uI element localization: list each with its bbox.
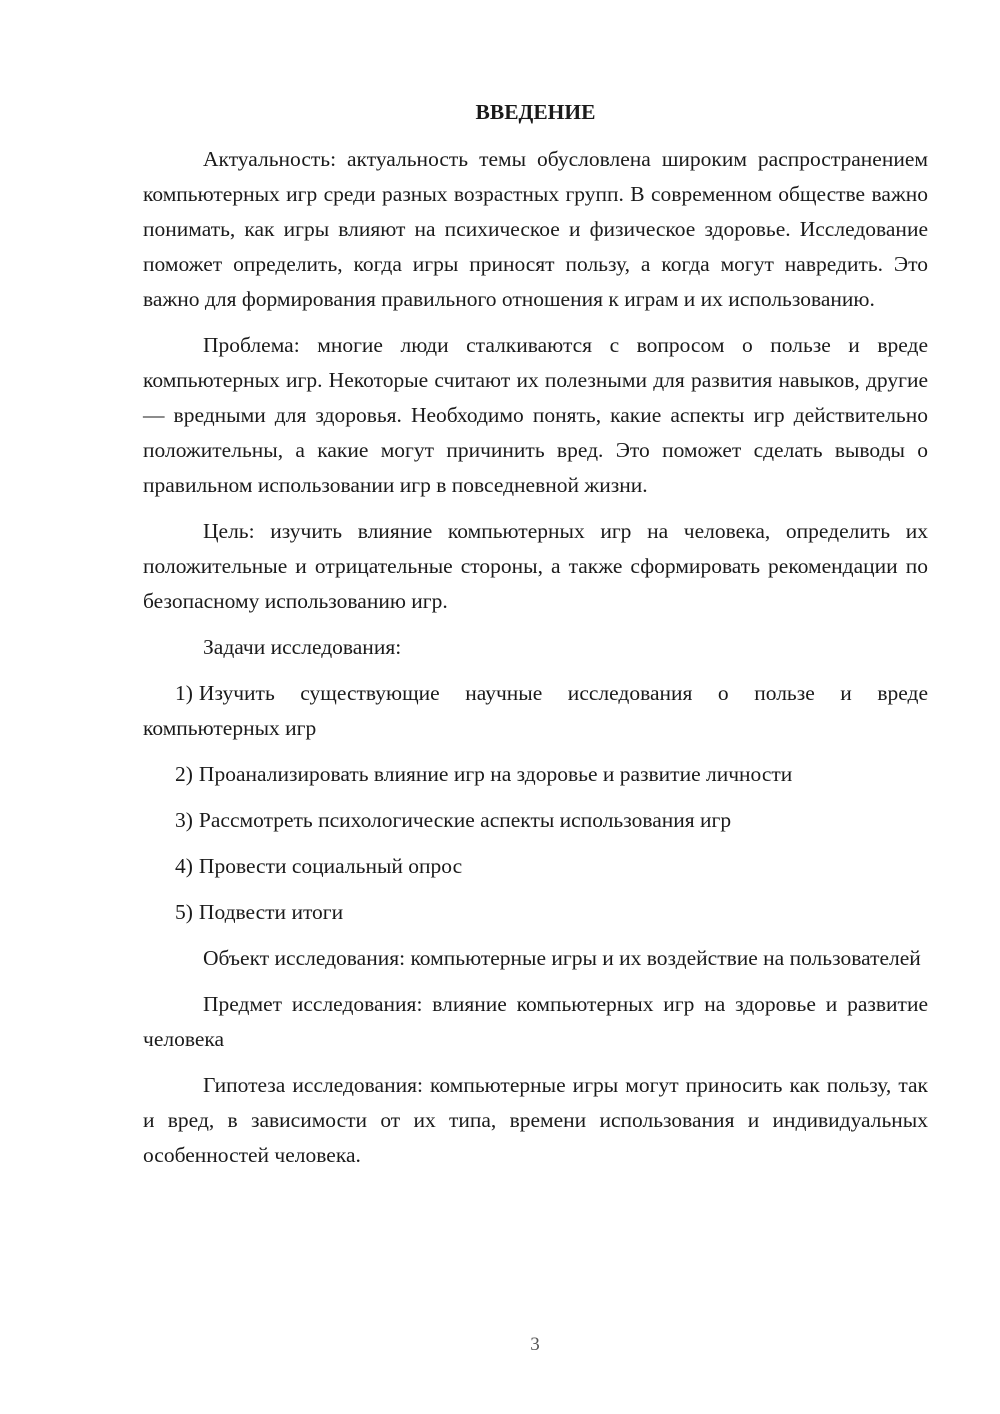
task-text: Провести социальный опрос <box>198 854 463 878</box>
task-text: Подвести итоги <box>198 900 344 924</box>
object-paragraph: Объект исследования: компьютерные игры и их воздействие на пользователей <box>203 946 921 970</box>
task-number: 3) <box>175 808 193 832</box>
task-item-4 <box>143 849 928 884</box>
page-content <box>143 95 928 1184</box>
task-number: 1) <box>175 681 193 705</box>
page-number: 3 <box>530 1334 540 1355</box>
page-title: ВВЕДЕНИЕ <box>475 100 596 124</box>
task-item-3 <box>143 803 928 838</box>
task-number: 4) <box>175 854 193 878</box>
hypothesis-paragraph: Гипотеза исследования: компьютерные игры могут приносить как пользу, так и вред, в зависимости от их типа, времени использования и индивидуальных особенностей человека. <box>143 1073 928 1167</box>
goal-paragraph: Цель: изучить влияние компьютерных игр на человека, определить их положительные и отрицательные стороны, а также сформировать рекомендации по безопасному использованию игр. <box>143 519 928 613</box>
tasks-heading: Задачи исследования: <box>203 635 402 659</box>
task-number: 2) <box>175 762 193 786</box>
task-text: Рассмотреть психологические аспекты использования игр <box>198 808 732 832</box>
problem-paragraph: Проблема: многие люди сталкиваются с вопросом о пользе и вреде компьютерных игр. Некоторые считают их полезными для развития навыков, другие — вредными для здоровья. Необходимо понять, какие аспекты игр действительно положительны, а какие могут причинить вред. Это поможет сделать выводы о правильном использовании игр в повседневной жизни. <box>143 333 928 497</box>
subject-paragraph: Предмет исследования: влияние компьютерных игр на здоровье и развитие человека <box>143 992 928 1051</box>
task-item-2 <box>143 757 928 792</box>
relevance-paragraph: Актуальность: актуальность темы обусловлена широким распространением компьютерных игр среди разных возрастных групп. В современном обществе важно понимать, как игры влияют на психическое и физическое здоровье. Исследование поможет определить, когда игры приносят пользу, а когда могут навредить. Это важно для формирования правильного отношения к играм и их использованию. <box>143 147 928 311</box>
task-number: 5) <box>175 900 193 924</box>
task-text: Изучить существующие научные исследования о пользе и вреде компьютерных игр <box>143 681 928 740</box>
task-item-5 <box>143 895 928 930</box>
task-text: Проанализировать влияние игр на здоровье и развитие личности <box>198 762 793 786</box>
task-item-1 <box>143 676 928 746</box>
